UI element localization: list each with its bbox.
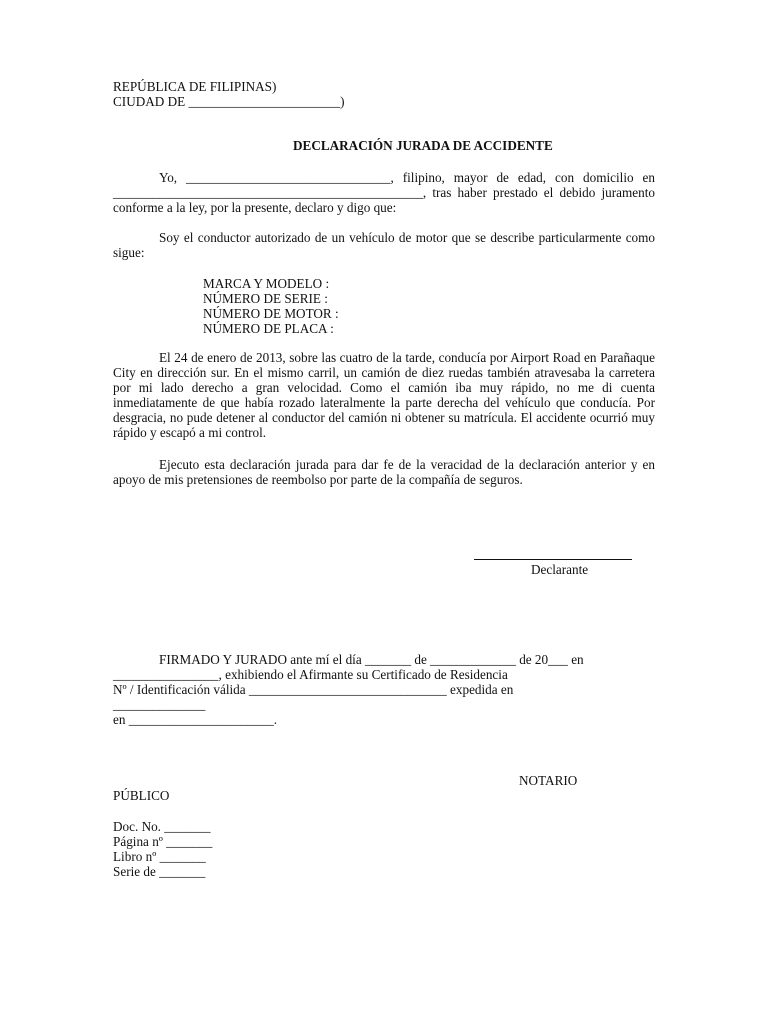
jurat-line-2: ________________, exhibiendo el Afirmante su Certificado de Residencia (113, 667, 508, 682)
notary-label-part1: NOTARIO (519, 773, 578, 788)
accident-paragraph: El 24 de enero de 2013, sobre las cuatro de la tarde, conducía por Airport Road en Parañaque City en dirección sur. En el mismo carril, un camión de diez ruedas también atravesaba la carretera por mi lado derecho a gran velocidad. Como el camión iba muy rápido, no me di cuenta inmediatamente de que había rozado lateralmente la parte derecha del vehículo que conducía. Por desgracia, no pude detener al conductor del camión ni obtener su matrícula. El accidente ocurrió muy rápido y escapó a mi control. (113, 350, 655, 440)
signature-line (474, 559, 632, 560)
intro-paragraph: Yo, _______________________________, filipino, mayor de edad, con domicilio en _______________________________________________, tras haber prestado el debido juramento conforme a la ley, por la presente, declaro y digo que: (113, 170, 655, 215)
jurat-line-4: ______________ (113, 697, 206, 712)
jurat (113, 652, 655, 727)
notary-book-no: Libro nº _______ (113, 849, 206, 864)
header (113, 79, 655, 109)
notary-doc-no: Doc. No. _______ (113, 819, 211, 834)
purpose-paragraph: Ejecuto esta declaración jurada para dar fe de la veracidad de la declaración anterior y en apoyo de mis pretensiones de reembolso por parte de la compañía de seguros. (113, 457, 655, 487)
notary-entries (113, 819, 655, 879)
notary-page-no: Página nº _______ (113, 834, 213, 849)
field-engine-number: NÚMERO DE MOTOR : (203, 306, 339, 321)
jurat-line-3: Nº / Identificación válida ______________________________ expedida en (113, 682, 514, 697)
field-brand-model: MARCA Y MODELO : (203, 276, 330, 291)
jurat-line-1: FIRMADO Y JURADO ante mí el día _______ de _____________ de 20___ en (159, 652, 584, 667)
header-republic: REPÚBLICA DE FILIPINAS) (113, 79, 277, 94)
field-plate-number: NÚMERO DE PLACA : (203, 321, 334, 336)
field-serial-number: NÚMERO DE SERIE : (203, 291, 328, 306)
vehicle-fields (203, 276, 339, 336)
notary-label-part2: PÚBLICO (113, 788, 170, 803)
jurat-line-5: en ______________________. (113, 712, 278, 727)
driver-paragraph: Soy el conductor autorizado de un vehículo de motor que se describe particularmente como sigue: (113, 230, 655, 260)
header-city: CIUDAD DE _______________________) (113, 94, 345, 109)
notary-series: Serie de _______ (113, 864, 206, 879)
declarant-label: Declarante (531, 562, 589, 577)
document-title: DECLARACIÓN JURADA DE ACCIDENTE (293, 138, 553, 153)
